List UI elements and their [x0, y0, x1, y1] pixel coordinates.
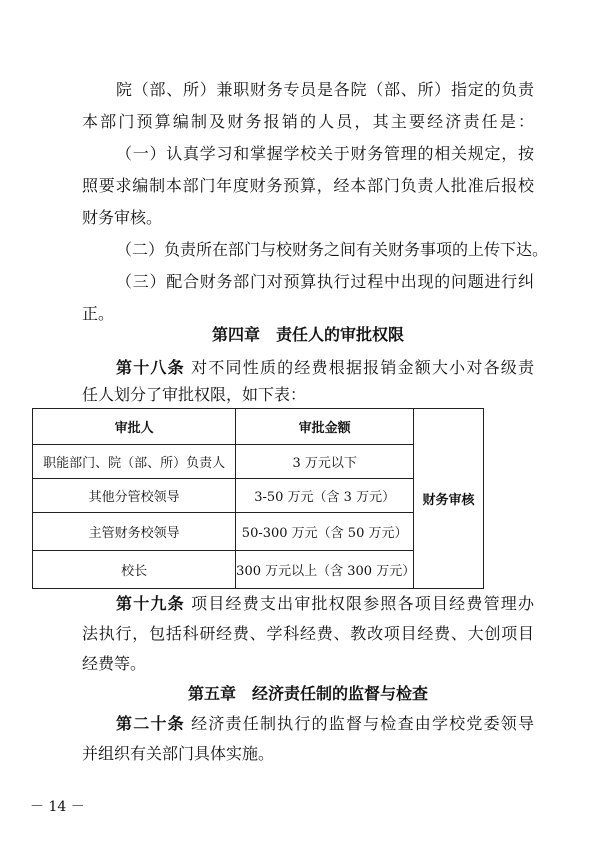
- page-number: － 14 －: [30, 799, 85, 815]
- paragraph-line: 正。: [82, 304, 115, 323]
- article-text: 经济责任制执行的监督与检查由学校党委领导: [191, 714, 534, 733]
- approval-table: [32, 408, 484, 589]
- paragraph-line: 照要求编制本部门年度财务预算，经本部门负责人批准后报校: [82, 176, 534, 195]
- table-header: 审批人: [33, 409, 236, 445]
- approver-cell: 主管财务校领导: [33, 513, 236, 551]
- approver-cell: 其他分管校领导: [33, 479, 236, 513]
- article-label: 第十九条: [116, 594, 185, 613]
- article-label: 第二十条: [116, 714, 185, 733]
- paragraph-line: （三）配合财务部门对预算执行过程中出现的问题进行纠: [116, 272, 534, 291]
- article-label: 第十八条: [116, 358, 185, 377]
- table-header: 审批金额: [236, 409, 414, 445]
- paragraph-line: （一）认真学习和掌握学校关于财务管理的相关规定，按: [116, 144, 534, 163]
- article-text: 对不同性质的经费根据报销金额大小对各级责: [191, 358, 534, 377]
- approver-cell: 职能部门、院（部、所）负责人: [33, 445, 236, 479]
- amount-cell: 3 万元以下: [236, 445, 414, 479]
- amount-cell: 50-300 万元（含 50 万元）: [236, 513, 414, 551]
- amount-cell: 300 万元以上（含 300 万元）: [236, 551, 414, 589]
- article-line: 并组织有关部门具体实施。: [82, 744, 275, 763]
- article-line: [116, 594, 534, 614]
- amount-cell: 3-50 万元（含 3 万元）: [236, 479, 414, 513]
- chapter-heading: 第五章 经济责任制的监督与检查: [187, 684, 428, 703]
- article-line: 法执行，包括科研经费、学科经费、教改项目经费、大创项目: [82, 624, 534, 643]
- article-line: [116, 358, 534, 378]
- table-header-row: [33, 409, 484, 445]
- side-label: 财务审核: [414, 409, 484, 589]
- paragraph-line: （二）负责所在部门与校财务之间有关财务事项的上传下达。: [116, 240, 549, 259]
- paragraph-line: 院（部、所）兼职财务专员是各院（部、所）指定的负责: [116, 80, 534, 99]
- paragraph-line: 本部门预算编制及财务报销的人员，其主要经济责任是：: [82, 112, 534, 131]
- article-line: 经费等。: [82, 654, 147, 673]
- article-line: [116, 714, 534, 734]
- approver-cell: 校长: [33, 551, 236, 589]
- chapter-heading: 第四章 责任人的审批权限: [211, 325, 404, 344]
- article-line: 任人划分了审批权限，如下表：: [82, 385, 307, 404]
- article-text: 项目经费支出审批权限参照各项目经费管理办: [191, 594, 534, 613]
- paragraph-line: 财务审核。: [82, 208, 163, 227]
